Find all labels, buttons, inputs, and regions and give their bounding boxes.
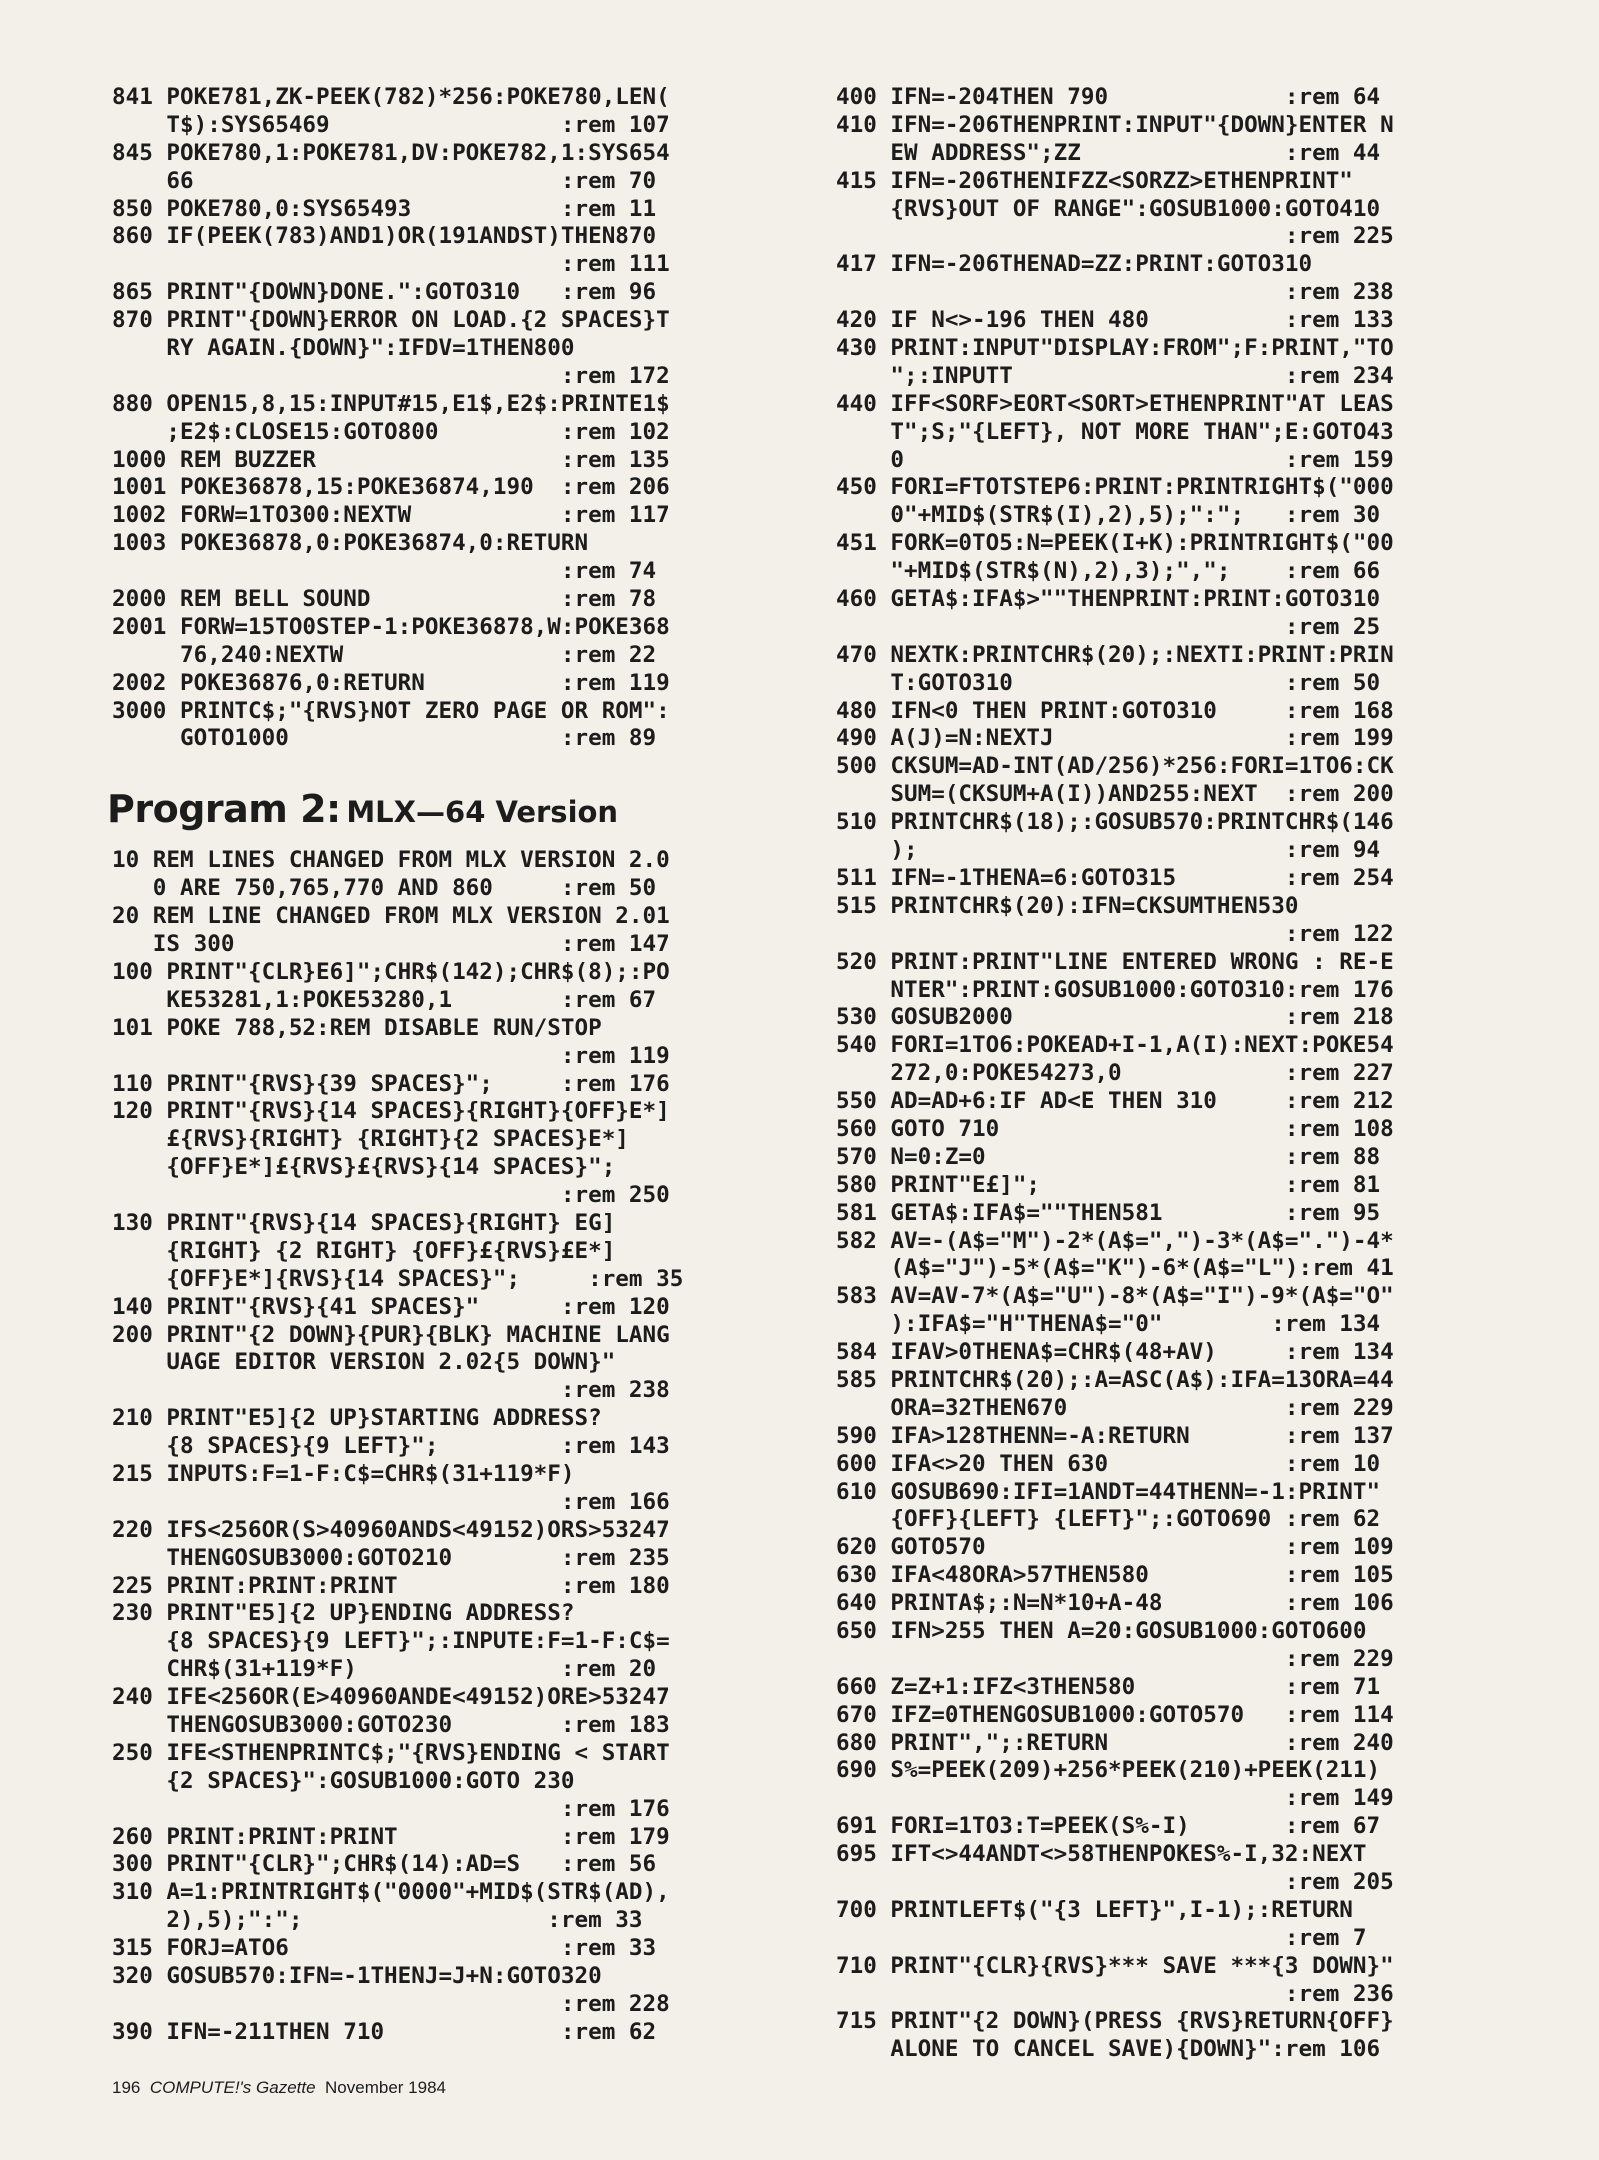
code-line: 215 INPUTS:F=1-F:C$=CHR$(31+119*F) [112,1460,575,1487]
code-line: 110 PRINT"{RVS}{39 SPACES}"; :rem 176 [112,1070,670,1097]
code-line: 272,0:POKE54273,0 :rem 227 [836,1060,1394,1087]
code-line: THENGOSUB3000:GOTO210 :rem 235 [112,1544,670,1571]
code-line: T:GOTO310 :rem 50 [836,669,1381,696]
code-line: IS 300 :rem 147 [112,931,670,958]
code-line: 860 IF(PEEK(783)AND1)OR(191ANDST)THEN870 [112,223,657,250]
code-line: :rem 205 [836,1869,1394,1895]
right-column [836,84,1516,2064]
code-line: 500 CKSUM=AD-INT(AD/256)*256:FORI=1TO6:CK [836,753,1394,780]
code-line: 1000 REM BUZZER :rem 135 [112,446,670,473]
code-line: 200 PRINT"{2 DOWN}{PUR}{BLK} MACHINE LANG [112,1321,670,1348]
code-line: :rem 228 [112,1990,670,2017]
code-line: 680 PRINT",";:RETURN :rem 240 [836,1729,1394,1756]
program-2-listing [112,847,792,2046]
code-line: 600 IFA<>20 THEN 630 :rem 10 [836,1450,1381,1477]
left-column [107,84,792,2047]
code-line: :rem 250 [112,1182,670,1209]
code-line: 540 FORI=1TO6:POKEAD+I-1,A(I):NEXT:POKE54 [836,1032,1394,1059]
code-line: ); :rem 94 [836,837,1381,864]
code-line: ALONE TO CANCEL SAVE){DOWN}":rem 106 [836,2036,1381,2063]
code-line: 400 IFN=-204THEN 790 :rem 64 [836,84,1381,110]
code-line: 250 IFE<STHENPRINTC$;"{RVS}ENDING < START [112,1739,670,1766]
code-line: CHR$(31+119*F) :rem 20 [112,1656,657,1683]
code-line: :rem 225 [836,223,1394,250]
code-line: 450 FORI=FTOTSTEP6:PRINT:PRINTRIGHT$("000 [836,474,1394,501]
code-line: ORA=32THEN670 :rem 229 [836,1394,1394,1421]
code-line: 700 PRINTLEFT$("{3 LEFT}",I-1);:RETURN [836,1896,1353,1923]
code-line: T$):SYS65469 :rem 107 [112,111,670,138]
code-line: 210 PRINT"E5]{2 UP}STARTING ADDRESS? [112,1405,602,1432]
code-line: ;E2$:CLOSE15:GOTO800 :rem 102 [112,418,670,445]
code-line: 691 FORI=1TO3:T=PEEK(S%-I) :rem 67 [836,1813,1381,1840]
code-line: 2000 REM BELL SOUND :rem 78 [112,586,657,613]
code-line: KE53281,1:POKE53280,1 :rem 67 [112,986,657,1013]
code-line: 880 OPEN15,8,15:INPUT#15,E1$,E2$:PRINTE1$ [112,390,670,417]
code-line: ):IFA$="H"THENA$="0" :rem 134 [836,1311,1381,1338]
code-line: 630 IFA<48ORA>57THEN580 :rem 105 [836,1562,1394,1589]
code-line: {8 SPACES}{9 LEFT}"; :rem 143 [112,1433,670,1460]
code-line: 570 N=0:Z=0 :rem 88 [836,1143,1381,1170]
code-line: 66 :rem 70 [112,167,657,194]
code-line: 101 POKE 788,52:REM DISABLE RUN/STOP [112,1014,602,1041]
code-line: 560 GOTO 710 :rem 108 [836,1115,1394,1142]
code-line: 650 IFN>255 THEN A=20:GOSUB1000:GOTO600 [836,1617,1367,1644]
code-line: 480 IFN<0 THEN PRINT:GOTO310 :rem 168 [836,697,1394,724]
code-line: 870 PRINT"{DOWN}ERROR ON LOAD.{2 SPACES}T [112,307,670,334]
code-line: 0 ARE 750,765,770 AND 860 :rem 50 [112,875,657,902]
code-line: 582 AV=-(A$="M")-2*(A$=",")-3*(A$=".")-4* [836,1227,1394,1254]
code-line: £{RVS}{RIGHT} {RIGHT}{2 SPACES}E*] [112,1126,629,1153]
code-line: 841 POKE781,ZK-PEEK(782)*256:POKE780,LEN( [112,84,670,110]
program-1-listing-continued [112,84,792,753]
code-line: 2002 POKE36876,0:RETURN :rem 119 [112,669,670,696]
code-line: :rem 149 [836,1785,1394,1812]
issue-date: November 1984 [325,2078,446,2097]
code-line: :rem 172 [112,362,670,389]
code-line: 420 IF N<>-196 THEN 480 :rem 133 [836,307,1394,334]
code-line: ";:INPUTT :rem 234 [836,362,1394,389]
code-line: :rem 238 [836,279,1394,306]
program-2-heading-main: Program 2: [107,787,341,832]
code-line: 20 REM LINE CHANGED FROM MLX VERSION 2.01 [112,903,670,930]
code-line: 130 PRINT"{RVS}{14 SPACES}{RIGHT} EG] [112,1209,616,1236]
code-line: {OFF}E*]{RVS}{14 SPACES}"; :rem 35 [112,1265,684,1292]
code-line: 140 PRINT"{RVS}{41 SPACES}" :rem 120 [112,1293,670,1320]
program-2-listing-continued [836,84,1516,2064]
code-line: GOTO1000 :rem 89 [112,725,657,752]
code-line: 584 IFAV>0THENA$=CHR$(48+AV) :rem 134 [836,1339,1394,1366]
code-line: 300 PRINT"{CLR}";CHR$(14):AD=S :rem 56 [112,1851,657,1878]
code-line: 415 IFN=-206THENIFZZ<SORZZ>ETHENPRINT" [836,167,1353,194]
code-line: 510 PRINTCHR$(18);:GOSUB570:PRINTCHR$(146 [836,809,1394,836]
code-line: 585 PRINTCHR$(20);:A=ASC(A$):IFA=13ORA=44 [836,1366,1394,1393]
code-line: 660 Z=Z+1:IFZ<3THEN580 :rem 71 [836,1673,1381,1700]
code-line: 610 GOSUB690:IFI=1ANDT=44THENN=-1:PRINT" [836,1478,1381,1505]
code-line: 715 PRINT"{2 DOWN}(PRESS {RVS}RETURN{OFF} [836,2008,1394,2035]
code-line: 1003 POKE36878,0:POKE36874,0:RETURN [112,530,589,557]
code-line: "+MID$(STR$(N),2),3);","; :rem 66 [836,558,1381,585]
code-line: :rem 25 [836,613,1381,640]
code-line: 410 IFN=-206THENPRINT:INPUT"{DOWN}ENTER N [836,111,1394,138]
code-line: 120 PRINT"{RVS}{14 SPACES}{RIGHT}{OFF}E*] [112,1098,670,1125]
code-line: 530 GOSUB2000 :rem 218 [836,1004,1394,1031]
code-line: 315 FORJ=ATO6 :rem 33 [112,1935,657,1962]
code-line: 2),5);":"; :rem 33 [112,1907,643,1934]
code-line: RY AGAIN.{DOWN}":IFDV=1THEN800 [112,335,575,362]
code-line: 670 IFZ=0THENGOSUB1000:GOTO570 :rem 114 [836,1701,1394,1728]
code-line: 581 GETA$:IFA$=""THEN581 :rem 95 [836,1199,1381,1226]
code-line: 583 AV=AV-7*(A$="U")-8*(A$="I")-9*(A$="O" [836,1283,1394,1310]
code-line: 640 PRINTA$;:N=N*10+A-48 :rem 106 [836,1590,1394,1617]
code-line: 3000 PRINTC$;"{RVS}NOT ZERO PAGE OR ROM": [112,697,670,724]
code-line: THENGOSUB3000:GOTO230 :rem 183 [112,1711,670,1738]
code-line: :rem 7 [836,1924,1367,1951]
code-line: 451 FORK=0TO5:N=PEEK(I+K):PRINTRIGHT$("00 [836,530,1394,557]
code-line: :rem 236 [836,1980,1394,2007]
code-line: 320 GOSUB570:IFN=-1THENJ=J+N:GOTO320 [112,1963,602,1989]
page-footer [112,2078,446,2098]
code-line: 470 NEXTK:PRINTCHR$(20);:NEXTI:PRINT:PRIN [836,641,1394,668]
code-line: 230 PRINT"E5]{2 UP}ENDING ADDRESS? [112,1600,575,1627]
program-2-heading [107,777,792,841]
code-line: {8 SPACES}{9 LEFT}";:INPUTE:F=1-F:C$= [112,1628,670,1655]
code-line: EW ADDRESS";ZZ :rem 44 [836,139,1381,166]
code-line: 460 GETA$:IFA$>""THENPRINT:PRINT:GOTO310 [836,586,1381,613]
code-line: 710 PRINT"{CLR}{RVS}*** SAVE ***{3 DOWN}" [836,1952,1394,1979]
code-line: 260 PRINT:PRINT:PRINT :rem 179 [112,1823,670,1850]
code-line: 550 AD=AD+6:IF AD<E THEN 310 :rem 212 [836,1088,1394,1115]
code-line: 511 IFN=-1THENA=6:GOTO315 :rem 254 [836,864,1394,891]
code-line: 520 PRINT:PRINT"LINE ENTERED WRONG : RE-E [836,948,1394,975]
code-line: 1001 POKE36878,15:POKE36874,190 :rem 206 [112,474,670,501]
code-line: 0"+MID$(STR$(I),2),5);":"; :rem 30 [836,502,1381,529]
code-line: {OFF}E*]£{RVS}£{RVS}{14 SPACES}"; [112,1154,616,1181]
code-line: :rem 166 [112,1488,670,1515]
code-line: (A$="J")-5*(A$="K")-6*(A$="L"):rem 41 [836,1255,1394,1282]
code-line: 310 A=1:PRINTRIGHT$("0000"+MID$(STR$(AD), [112,1879,670,1906]
code-line: 240 IFE<256OR(E>40960ANDE<49152)ORE>53247 [112,1684,670,1711]
code-line: :rem 119 [112,1042,670,1069]
code-line: :rem 74 [112,558,657,585]
code-line: 2001 FORW=15TO0STEP-1:POKE36878,W:POKE368 [112,613,670,640]
code-line: 865 PRINT"{DOWN}DONE.":GOTO310 :rem 96 [112,279,657,306]
code-line: 10 REM LINES CHANGED FROM MLX VERSION 2.0 [112,847,670,874]
code-line: :rem 122 [836,920,1394,947]
page-number: 196 [112,2078,141,2097]
code-line: {RIGHT} {2 RIGHT} {OFF}£{RVS}£E*] [112,1237,616,1264]
code-line: {OFF}{LEFT} {LEFT}";:GOTO690 :rem 62 [836,1506,1381,1533]
code-line: 100 PRINT"{CLR}E6]";CHR$(142);CHR$(8);:PO [112,958,670,985]
code-line: 690 S%=PEEK(209)+256*PEEK(210)+PEEK(211) [836,1757,1381,1784]
code-line: :rem 229 [836,1645,1394,1672]
code-line: :rem 176 [112,1795,670,1822]
code-line: 850 POKE780,0:SYS65493 :rem 11 [112,195,657,222]
code-line: :rem 111 [112,251,670,278]
code-line: 580 PRINT"E£]"; :rem 81 [836,1171,1381,1198]
code-line: 225 PRINT:PRINT:PRINT :rem 180 [112,1572,670,1599]
code-line: :rem 238 [112,1377,670,1404]
code-line: NTER":PRINT:GOSUB1000:GOTO310:rem 176 [836,976,1394,1003]
code-line: 0 :rem 159 [836,446,1394,473]
code-line: UAGE EDITOR VERSION 2.02{5 DOWN}" [112,1349,616,1376]
code-line: SUM=(CKSUM+A(I))AND255:NEXT :rem 200 [836,781,1394,808]
code-line: 430 PRINT:INPUT"DISPLAY:FROM";F:PRINT,"TO [836,335,1394,362]
code-line: T";S;"{LEFT}, NOT MORE THAN";E:GOTO43 [836,418,1394,445]
code-line: 1002 FORW=1TO300:NEXTW :rem 117 [112,502,670,529]
code-line: 515 PRINTCHR$(20):IFN=CKSUMTHEN530 [836,892,1299,919]
code-line: 490 A(J)=N:NEXTJ :rem 199 [836,725,1394,752]
code-line: {2 SPACES}":GOSUB1000:GOTO 230 [112,1767,575,1794]
code-line: 390 IFN=-211THEN 710 :rem 62 [112,2018,657,2045]
code-line: 76,240:NEXTW :rem 22 [112,641,657,668]
code-line: 695 IFT<>44ANDT<>58THENPOKES%-I,32:NEXT [836,1841,1367,1868]
code-line: 440 IFF<SORF>EORT<SORT>ETHENPRINT"AT LEAS [836,390,1394,417]
program-2-heading-sub: MLX—64 Version [346,795,619,830]
magazine-title: COMPUTE!'s Gazette [149,2078,316,2097]
code-line: 220 IFS<256OR(S>40960ANDS<49152)ORS>53247 [112,1516,670,1543]
code-line: 620 GOTO570 :rem 109 [836,1534,1394,1561]
code-line: 417 IFN=-206THENAD=ZZ:PRINT:GOTO310 [836,251,1313,278]
code-line: 845 POKE780,1:POKE781,DV:POKE782,1:SYS654 [112,139,670,166]
code-line: 590 IFA>128THENN=-A:RETURN :rem 137 [836,1422,1394,1449]
code-line: {RVS}OUT OF RANGE":GOSUB1000:GOTO410 [836,195,1381,222]
